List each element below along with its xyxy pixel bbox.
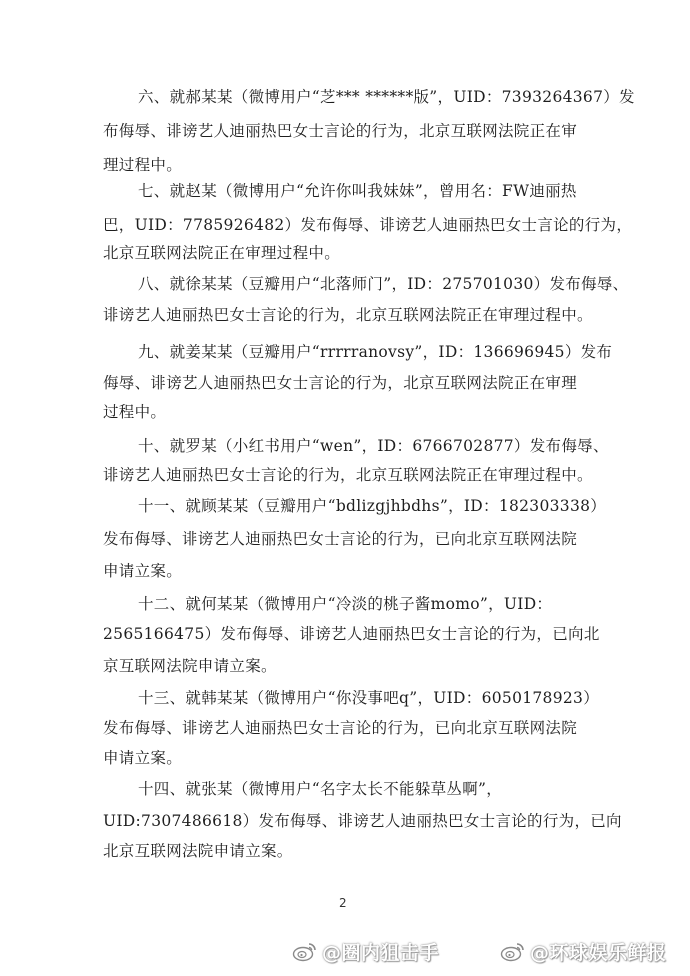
paragraph-line: 诽谤艺人迪丽热巴女士言论的行为，北京互联网法院正在审理过程中。 [103, 466, 593, 484]
paragraph-line: 诽谤艺人迪丽热巴女士言论的行为，北京互联网法院正在审理过程中。 [103, 306, 593, 324]
paragraph-line: 十一、就顾某某（豆瓣用户“bdlizgjhbdhs”，ID：182303338） [138, 497, 607, 515]
paragraph-line: 六、就郝某某（微博用户“芝*** ******版”，UID：7393264367）发 [138, 88, 635, 106]
paragraph-line: 理过程中。 [103, 156, 183, 174]
paragraph-line: 七、就赵某（微博用户“允许你叫我妹妹”，曾用名：FW迪丽热 [138, 182, 577, 200]
paragraph-line: 八、就徐某某（豆瓣用户“北落师门”，ID：275701030）发布侮辱、 [138, 275, 629, 293]
paragraph-line: UID:7307486618）发布侮辱、诽谤艺人迪丽热巴女士言论的行为，已向 [103, 812, 622, 830]
paragraph-line: 布侮辱、诽谤艺人迪丽热巴女士言论的行为，北京互联网法院正在审 [103, 122, 578, 140]
weibo-logo-icon [292, 940, 318, 962]
paragraph-line: 十三、就韩某某（微博用户“你没事吧q”，UID：6050178923） [138, 689, 599, 707]
paragraph-line: 十二、就何某某（微博用户“冷淡的桃子酱momo”，UID： [138, 595, 553, 613]
paragraph-line: 2565166475）发布侮辱、诽谤艺人迪丽热巴女士言论的行为，已向北 [103, 625, 600, 643]
paragraph-line: 北京互联网法院申请立案。 [103, 842, 293, 860]
paragraph-line: 巴，UID：7785926482）发布侮辱、诽谤艺人迪丽热巴女士言论的行为， [103, 216, 633, 234]
paragraph-line: 九、就姜某某（豆瓣用户“rrrrranovsy”，ID：136696945）发布 [138, 343, 613, 361]
paragraph-line: 京互联网法院申请立案。 [103, 657, 277, 675]
watermark-text: @圈内狙击手 [322, 941, 440, 964]
page-number: 2 [339, 896, 347, 910]
watermark-text: @环球娱乐鲜报 [530, 941, 667, 964]
paragraph-line: 侮辱、诽谤艺人迪丽热巴女士言论的行为，北京互联网法院正在审理 [103, 374, 578, 392]
paragraph-line: 十四、就张某（微博用户“名字太长不能躲草丛啊”， [138, 780, 503, 798]
paragraph-line: 北京互联网法院正在审理过程中。 [103, 244, 341, 262]
paragraph-line: 发布侮辱、诽谤艺人迪丽热巴女士言论的行为，已向北京互联网法院 [103, 719, 578, 737]
paragraph-line: 申请立案。 [103, 749, 183, 767]
paragraph-line: 发布侮辱、诽谤艺人迪丽热巴女士言论的行为，已向北京互联网法院 [103, 530, 578, 548]
watermark-1 [292, 936, 439, 966]
paragraph-line: 十、就罗某（小红书用户“wen”，ID：6766702877）发布侮辱、 [138, 437, 609, 455]
paragraph-line: 申请立案。 [103, 562, 183, 580]
paragraph-line: 过程中。 [103, 403, 167, 421]
watermark-2 [500, 936, 667, 966]
weibo-logo-icon [500, 940, 526, 962]
